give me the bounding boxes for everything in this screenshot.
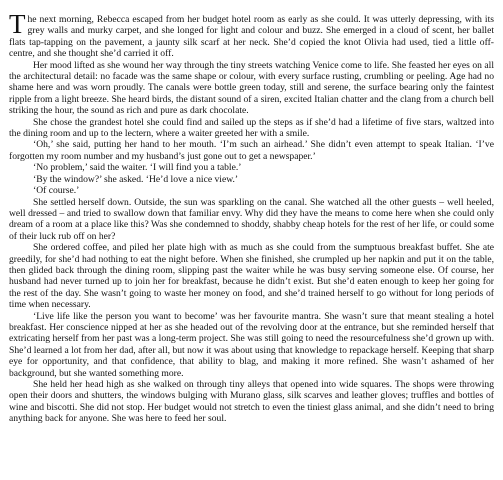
paragraph-8: She settled herself down. Outside, the sun was sparkling on the canal. She watched all the other guests – well heeled, well dressed – and tried to swallow down that familiar envy. Why did they have the means to come here when she could only dream of a room at a place like this? Was she condemned to shoddy, shabby cheap hotels for the rest of her life, or could some of their luck rub off on her? (9, 196, 494, 242)
paragraph-7: ‘Of course.’ (33, 185, 80, 197)
paragraph-11: She held her head high as she walked on through tiny alleys that opened into wide squares. The shops were throwing open their doors and shutters, the windows bulging with Murano glass, silk scarves and leather gloves; truffles and bottles of wine and biscotti. She did not stop. Her budget would not stretch to even the tiniest glass animal, and she didn’t need to bring anything back for anyone. She was here to feed her soul. (9, 379, 494, 425)
paragraph-1 (9, 9, 494, 60)
paragraph-6: ‘By the window?’ she asked. ‘He’d love a nice view.’ (33, 173, 239, 185)
paragraph-1-text: he next morning, Rebecca escaped from her budget hotel room as early as she could. It was utterly depressing, with its grey walls and murky carpet, and she longed for light and colour and buzz. She emerged in a cloud of scent, her ballet flats tap-tapping on the pavement, a jaunty silk scarf at her neck. She’d copied the knot Olivia had used, tied a little off-centre, and she thought she’d carried it off. (9, 14, 494, 60)
paragraph-9: She ordered coffee, and piled her plate high with as much as she could from the sumptuous breakfast buffet. She ate greedily, for she’d had nothing to eat the night before. When she finished, she crumpled up her napkin and put it on the table, then glided back through the dining room, slipping past the waiter while he was busy serving someone else. Of course, her husband had never turned up to join her for breakfast, because he didn’t exist. But she’d eaten enough to keep her going for the rest of the day. She wasn’t going to waste her money on food, and she’d trained herself to go without for long periods of time when necessary. (9, 242, 494, 311)
paragraph-3: She chose the grandest hotel she could find and sailed up the steps as if she’d had a lifetime of five stars, waltzed into the dining room and up to the lectern, where a waiter greeted her with a smile. (9, 116, 494, 140)
paragraph-4: ‘Oh,’ she said, putting her hand to her mouth. ‘I’m such an airhead.’ She didn’t even attempt to speak Italian. ‘I’ve forgotten my room number and my husband’s just gone out to get a newspaper.’ (9, 139, 494, 162)
drop-cap: T (9, 9, 26, 39)
paragraph-2: Her mood lifted as she wound her way through the tiny streets watching Venice come to life. She feasted her eyes on all the architectural detail: no facade was the same shape or colour, with every surface rusting, crumbling or peeling. Age had no shame here and was worn proudly. The canals were bottle green today, still and serene, the surface bearing only the faintest ripple from a light breeze. She heard birds, the distant sound of a siren, excited Italian chatter and the clang from a church bell striking the hour, the sound as rich and pure as dark chocolate. (9, 59, 494, 117)
paragraph-5: ‘No problem,’ said the waiter. ‘I will find you a table.’ (33, 162, 242, 174)
paragraph-10: ‘Live life like the person you want to become’ was her favourite mantra. She wasn’t sure that meant stealing a hotel breakfast. Her conscience nipped at her as she headed out of the revolving door at the entrance, but she reminded herself that extricating herself from her past was a long-term project. She was still going to need the resourcefulness she’d grown up with. She’d learned a lot from her dad, after all, but now it was about using that knowledge to repackage herself. Keeping that sharp eye for opportunity, and that confidence, that ability to blag, and making it more refined. She wasn’t ashamed of her background, but she wanted something more. (9, 310, 494, 379)
